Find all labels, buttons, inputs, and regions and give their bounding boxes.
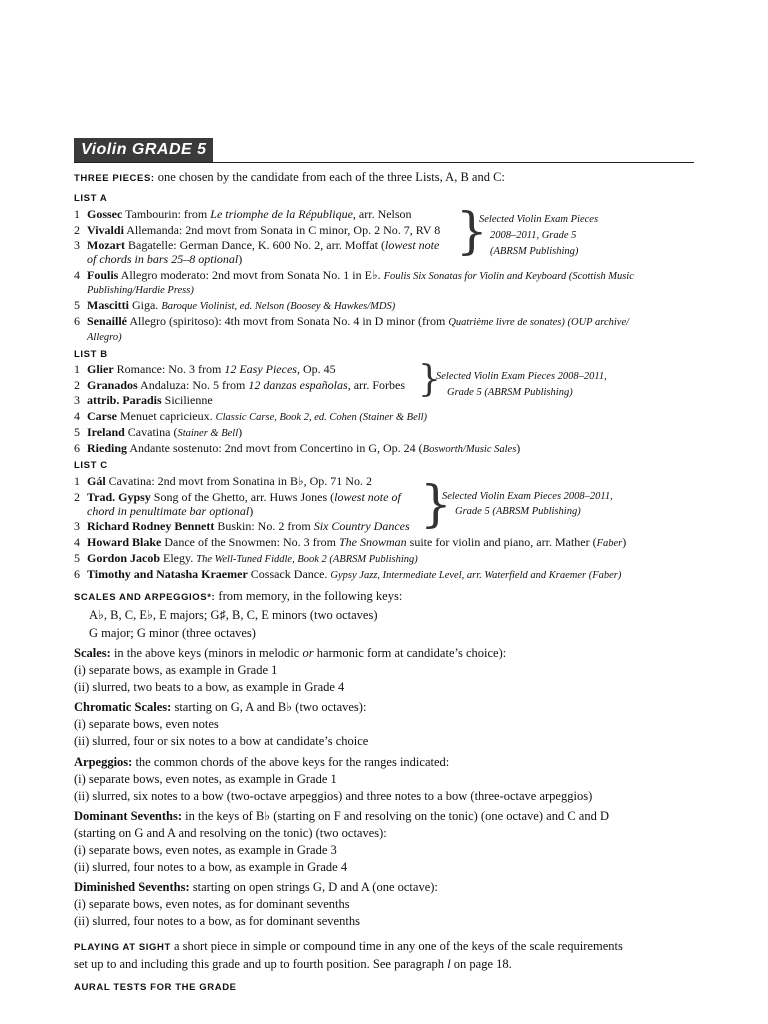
arpeggios-line-2: (ii) slurred, six notes to a bow (two-octave arpeggios) and three notes to a bow (three-octave arpeggios) [74,789,593,803]
chromatic-line-1: (i) separate bows, even notes [74,717,219,731]
list-a-item-6: 6 Senaillé Allegro (spiritoso): 4th movt from Sonata No. 4 in D minor (from Quatrième livre de sonates) (OUP archive/ [74,314,630,328]
list-a-label: LIST A [74,193,108,204]
list-c-item-6: 6 Timothy and Natasha Kraemer Cossack Dance. Gypsy Jazz, Intermediate Level, arr. Waterfield and Kraemer (Faber) [74,567,622,581]
list-a-item-1: 1 Gossec Tambourin: from Le triomphe de la République, arr. Nelson [74,207,412,221]
list-c-item-1: 1 Gál Cavatina: 2nd movt from Sonatina in B♭, Op. 71 No. 2 [74,474,372,488]
scales-heading: Scales: in the above keys (minors in melodic or harmonic form at candidate’s choice): [74,646,507,660]
list-a-item-3-cont: of chords in bars 25–8 optional) [87,252,243,266]
scales-keys-2: G major; G minor (three octaves) [89,626,256,640]
list-a-item-4-cont: Publishing/Hardie Press) [87,285,194,296]
list-c-item-2: 2 Trad. Gypsy Song of the Ghetto, arr. Huws Jones (lowest note of [74,490,401,504]
scales-line-1: (i) separate bows, as example in Grade 1 [74,663,278,677]
list-c-item-3: 3 Richard Rodney Bennett Buskin: No. 2 from Six Country Dances [74,519,410,533]
list-c-item-2-cont: chord in penultimate bar optional) [87,504,254,518]
dominant-line-2: (i) separate bows, even notes, as example in Grade 3 [74,843,337,857]
arpeggios-heading: Arpeggios: the common chords of the above keys for the ranges indicated: [74,755,450,769]
list-b-item-2: 2 Granados Andaluza: No. 5 from 12 danzas españolas, arr. Forbes [74,378,406,392]
list-a-item-3: 3 Mozart Bagatelle: German Dance, K. 600 No. 2, arr. Moffat (lowest note [74,238,440,252]
dominant-line-3: (ii) slurred, four notes to a bow, as example in Grade 4 [74,860,348,874]
scales-intro: SCALES AND ARPEGGIOS*: from memory, in the following keys: [74,589,403,603]
list-b-note-1: Selected Violin Exam Pieces 2008–2011, [436,371,607,382]
arpeggios-line-1: (i) separate bows, even notes, as example in Grade 1 [74,772,337,786]
list-a-note-1: Selected Violin Exam Pieces [479,214,599,225]
list-a-item-5: 5 Mascitti Giga. Baroque Violinist, ed. Nelson (Boosey & Hawkes/MDS) [74,298,396,312]
grade-header [74,138,694,163]
list-c-brace: } [420,475,452,533]
list-c-item-5: 5 Gordon Jacob Elegy. The Well-Tuned Fiddle, Book 2 (ABRSM Publishing) [74,551,418,565]
scales-line-2: (ii) slurred, two beats to a bow, as example in Grade 4 [74,680,345,694]
aural-tests-label: AURAL TESTS FOR THE GRADE [74,982,237,993]
list-b-item-5: 5 Ireland Cavatina (Stainer & Bell) [74,425,243,439]
list-b-item-6: 6 Rieding Andante sostenuto: 2nd movt from Concertino in G, Op. 24 (Bosworth/Music Sales) [74,441,521,455]
diminished-heading: Diminished Sevenths: starting on open strings G, D and A (one octave): [74,880,438,894]
chromatic-line-2: (ii) slurred, four or six notes to a bow at candidate’s choice [74,734,369,748]
diminished-line-2: (ii) slurred, four notes to a bow, as for dominant sevenths [74,914,360,928]
list-c-note-2: Grade 5 (ABRSM Publishing) [455,506,581,517]
list-a-item-4: 4 Foulis Allegro moderato: 2nd movt from Sonata No. 1 in E♭. Foulis Six Sonatas for Violin and Keyboard (Scottish Music [74,268,634,282]
list-b-brace: } [418,359,441,400]
list-a-brace: } [456,202,488,260]
list-b-item-1: 1 Glier Romance: No. 3 from 12 Easy Pieces, Op. 45 [74,362,336,376]
sight-line-1: PLAYING AT SIGHT a short piece in simple or compound time in any one of the keys of the scale requirements [74,939,623,953]
list-c-note-1: Selected Violin Exam Pieces 2008–2011, [442,491,613,502]
chromatic-heading: Chromatic Scales: starting on G, A and B♭ (two octaves): [74,700,367,714]
list-b-note-2: Grade 5 (ABRSM Publishing) [447,387,573,398]
sight-line-2: set up to and including this grade and up to fourth position. See paragraph l on page 18. [74,957,512,971]
list-b-item-3: 3 attrib. Paradis Sicilienne [74,393,213,407]
list-a-item-6-cont: Allegro) [87,332,122,343]
scales-keys-1: A♭, B, C, E♭, E majors; G♯, B, C, E minors (two octaves) [89,608,378,622]
diminished-line-1: (i) separate bows, even notes, as for dominant sevenths [74,897,350,911]
page-title: Violin GRADE 5 [74,138,213,162]
list-c-item-4: 4 Howard Blake Dance of the Snowmen: No. 3 from The Snowman suite for violin and piano, arr. Mather (Faber) [74,535,627,549]
list-a-note-2: 2008–2011, Grade 5 [490,230,577,241]
list-a-item-2: 2 Vivaldi Allemanda: 2nd movt from Sonata in C minor, Op. 2 No. 7, RV 8 [74,223,441,237]
header-rule [74,162,694,163]
dominant-heading: Dominant Sevenths: in the keys of B♭ (starting on F and resolving on the tonic) (one octave) and C and D [74,809,609,823]
list-b-label: LIST B [74,349,108,360]
list-c-label: LIST C [74,460,108,471]
list-b-item-4: 4 Carse Menuet capricieux. Classic Carse, Book 2, ed. Cohen (Stainer & Bell) [74,409,428,423]
three-pieces-intro: THREE PIECES: one chosen by the candidate from each of the three Lists, A, B and C: [74,170,505,184]
dominant-line-1: (starting on G and A and resolving on the tonic) (two octaves): [74,826,387,840]
list-a-note-3: (ABRSM Publishing) [490,246,579,257]
